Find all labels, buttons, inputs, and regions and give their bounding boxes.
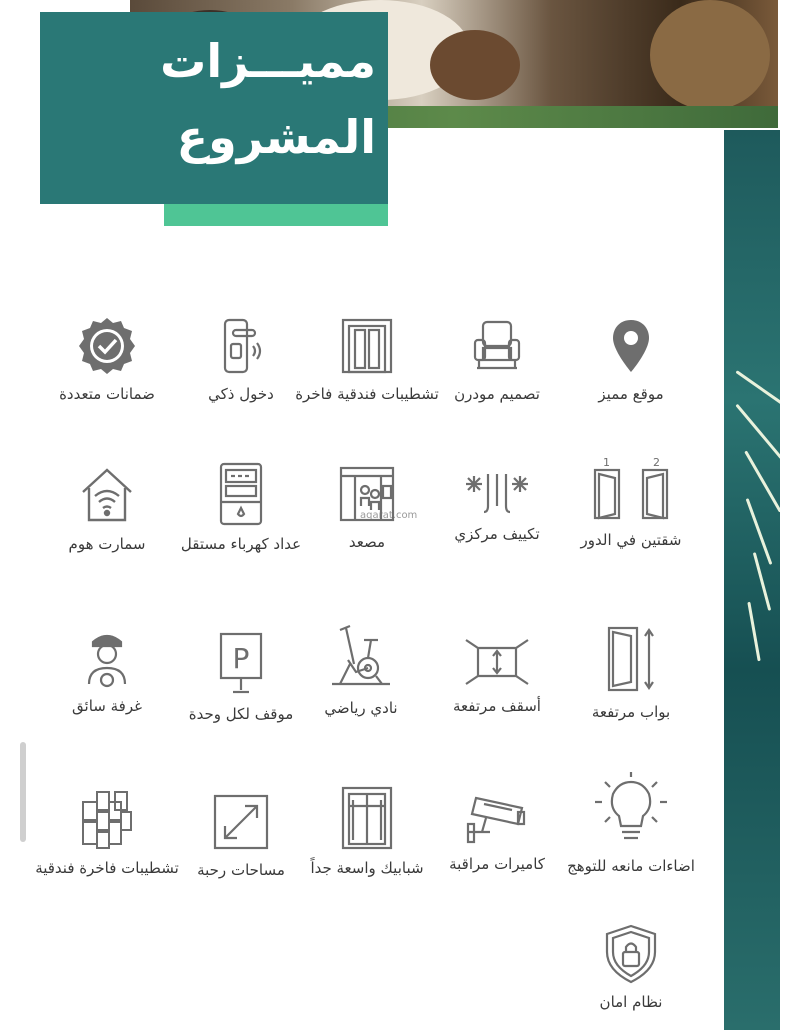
feature-item-tall-doors (556, 624, 706, 722)
feature-label: مصعد (348, 533, 386, 551)
electric-meter-icon (211, 462, 271, 526)
feature-item-two-apartments (556, 456, 706, 550)
light-bulb-icon (591, 772, 671, 848)
feature-item-high-ceilings (422, 636, 572, 716)
feature-label: غرفة سائق (72, 697, 142, 715)
title-line-2: المشروع (176, 110, 376, 164)
feature-item-warranties (32, 316, 182, 404)
feature-item-luxury-finishing (32, 790, 182, 878)
parking-sign-icon (211, 630, 271, 696)
armchair-icon (467, 316, 527, 376)
feature-label: تشطيبات فاخرة فندقية (35, 859, 179, 877)
driver-icon (77, 628, 137, 688)
feature-label: تصميم مودرن (454, 385, 540, 403)
feature-item-anti-glare-lighting (556, 772, 706, 876)
feature-item-location (556, 316, 706, 404)
feature-item-parking (166, 630, 316, 724)
elevator-icon (337, 464, 397, 524)
window-icon (337, 786, 397, 850)
two-doors-icon (591, 456, 671, 522)
feature-label: تشطيبات فندقية فاخرة (295, 385, 439, 403)
feature-label: نادي رياضي (324, 699, 398, 717)
feature-label: اضاءات مانعه للتوهج (567, 857, 695, 875)
smart-lock-icon (211, 316, 271, 376)
ac-snowflake-icon (462, 466, 532, 516)
feature-label: نظام امان (599, 993, 663, 1011)
expand-area-icon (211, 792, 271, 852)
tall-door-icon (601, 624, 661, 694)
feature-item-security-system (556, 924, 706, 1012)
title-accent-bar (164, 204, 388, 226)
location-pin-icon (601, 316, 661, 376)
feature-label: موقف لكل وحدة (188, 705, 294, 723)
door-number-1: 1 (603, 456, 610, 469)
high-ceiling-icon (462, 636, 532, 688)
feature-item-spacious-areas (166, 792, 316, 880)
feature-label: شقتين في الدور (580, 531, 682, 549)
feature-label: عداد كهرباء مستقل (180, 535, 302, 553)
feature-item-smart-entry (166, 316, 316, 404)
security-shield-icon (601, 924, 661, 984)
feature-item-central-ac (422, 466, 572, 544)
feature-label: دخول ذكي (208, 385, 274, 403)
door-frame-icon (337, 316, 397, 376)
feature-item-driver-room (32, 628, 182, 716)
security-camera-icon (462, 790, 532, 846)
feature-item-cctv (422, 790, 572, 874)
feature-label: سمارت هوم (68, 535, 146, 553)
feature-label: بواب مرتفعة (591, 703, 671, 721)
section-title-box (40, 12, 388, 204)
feature-item-electric-meter (166, 462, 316, 554)
title-line-1: مميـــزات (160, 34, 376, 88)
door-number-2: 2 (653, 456, 660, 469)
feature-item-smart-home (32, 466, 182, 554)
scrollbar[interactable] (20, 742, 26, 842)
exercise-bike-icon (326, 624, 396, 690)
feature-label: موقع مميز (598, 385, 664, 403)
check-badge-icon (77, 316, 137, 376)
smart-home-icon (77, 466, 137, 526)
parking-letter: P (232, 642, 250, 675)
feature-item-modern-design (422, 316, 572, 404)
feature-label: مساحات رحبة (197, 861, 285, 879)
feature-label: ضمانات متعددة (59, 385, 155, 403)
watermark: aqarat.com (360, 510, 418, 521)
feature-label: شبابيك واسعة جداً (310, 859, 424, 877)
feature-label: أسقف مرتفعة (453, 697, 541, 715)
feature-label: تكييف مركزي (454, 525, 540, 543)
decorative-side-photo (724, 130, 780, 1030)
tiles-icon (77, 790, 137, 850)
feature-label: كاميرات مراقبة (449, 855, 545, 873)
